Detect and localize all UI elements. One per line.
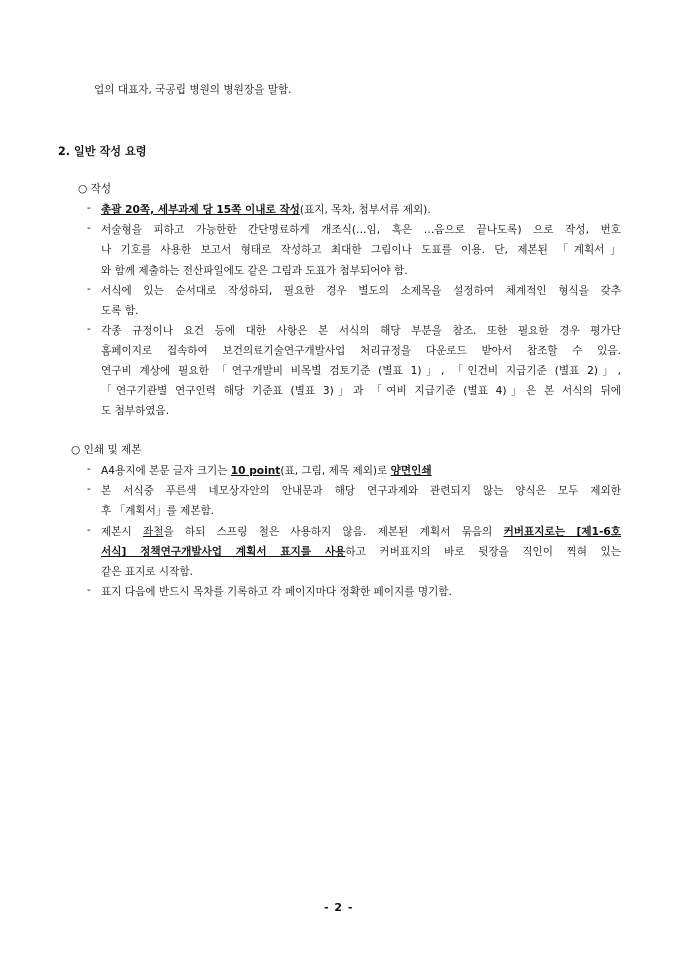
- dash: -: [87, 222, 91, 234]
- line: 본 서식중 푸른색 네모상자안의 안내문과 해당 연구과제와 관련되지 않는 양식은 모두 제외한: [101, 485, 621, 497]
- line: 「연구기관별 연구인력 해당 기준표 (별표 3)」과 「여비 지급기준 (별표 4)」은 본 서식의 뒤에: [101, 385, 621, 397]
- dash: -: [87, 524, 91, 536]
- drafting-heading: ○ 작성: [78, 183, 112, 195]
- text: A4용지에 본문 글자 크기는: [101, 465, 231, 477]
- line: 표지 다음에 반드시 목차를 기록하고 각 페이지마다 정확한 페이지를 명기함.: [101, 586, 452, 598]
- font-size-spec: 10 point: [230, 465, 281, 477]
- dash: -: [87, 463, 91, 475]
- left-binding: 좌철: [142, 526, 164, 538]
- dash: -: [87, 202, 91, 214]
- line: 연구비 계상에 필요한 「연구개발비 비목별 검토기준 (별표 1)」, 「인건비 지급기준 (별표 2)」,: [101, 365, 621, 377]
- text: (표, 그림, 제목 제외)로: [280, 465, 391, 477]
- top-line: 업의 대표자, 국공립 병원의 병원장을 말함.: [94, 84, 292, 96]
- dash: -: [87, 283, 91, 295]
- line: 서술형을 피하고 가능한한 간단명료하게 개조식(…임, 혹은 …음으로 끝나도록) 으로 작성, 번호: [101, 224, 621, 236]
- page-limit-rest: (표지, 목차, 첨부서류 제외).: [299, 204, 431, 216]
- line: 나 기호를 사용한 보고서 형태로 작성하고 최대한 그림이나 도표를 이용. 단, 제본된 「계획서」: [101, 244, 621, 256]
- line: 와 함께 제출하는 전산파일에도 같은 그림과 도표가 첨부되어야 함.: [101, 265, 408, 277]
- line: 도 첨부하였음.: [101, 405, 170, 417]
- duplex-print: 양면인쇄: [390, 465, 432, 477]
- text: 을 하되 스프링 철은 사용하지 않음. 제본된 계획서 묶음의: [163, 526, 504, 538]
- section-title: 2. 일반 작성 요령: [58, 145, 147, 158]
- page-limit-text: 총괄 20쪽, 세부과제 당 15쪽 이내로 작성: [101, 204, 300, 216]
- page-number: - 2 -: [324, 901, 354, 914]
- printing-heading: ○ 인쇄 및 제본: [71, 444, 142, 456]
- cover-instruction: 커버표지로는 [제1-6호: [503, 526, 621, 538]
- dash: -: [87, 483, 91, 495]
- dash: -: [87, 323, 91, 335]
- line: 각종 규정이나 요건 등에 대한 사항은 본 서식의 해당 부분을 참조. 또한 필요한 경우 평가단: [101, 325, 621, 337]
- text: 제본시: [101, 526, 143, 538]
- line: 도록 함.: [101, 305, 139, 317]
- text: 하고 커버표지의 바로 뒷장을 직인이 찍혀 있는: [345, 546, 621, 558]
- cover-instruction-cont: 서식] 정책연구개발사업 계획서 표지를 사용: [101, 546, 346, 558]
- dash: -: [87, 584, 91, 596]
- line: 홈페이지로 접속하여 보건의료기술연구개발사업 처리규정을 다운로드 받아서 참조할 수 있음.: [101, 345, 621, 357]
- line: 후 「계획서」를 제본함.: [101, 505, 215, 517]
- line: 같은 표지로 시작함.: [101, 566, 193, 578]
- line: 서식에 있는 순서대로 작성하되, 필요한 경우 별도의 소제목을 설정하여 체계적인 형식을 갖추: [101, 285, 621, 297]
